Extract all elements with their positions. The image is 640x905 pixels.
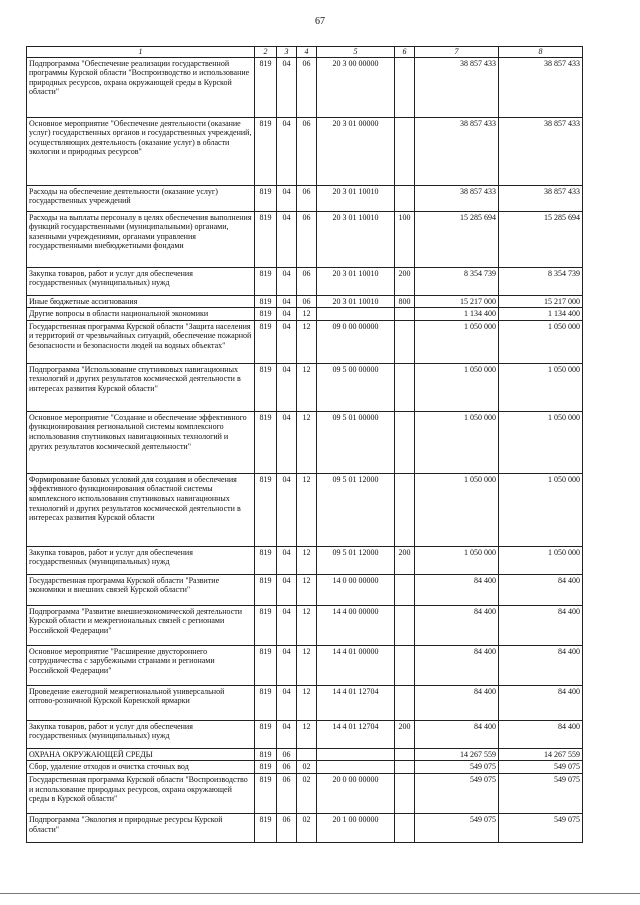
column-header: 4 <box>297 47 317 58</box>
amount-year-1-cell: 84 400 <box>415 685 499 720</box>
subsection-code-cell: 12 <box>297 574 317 605</box>
ministry-code-cell: 819 <box>255 308 277 321</box>
section-code-cell: 04 <box>277 320 297 363</box>
section-code-cell: 04 <box>277 720 297 748</box>
table-header-row <box>27 47 583 58</box>
amount-year-1-cell: 84 400 <box>415 720 499 748</box>
subsection-code-cell: 12 <box>297 308 317 321</box>
ministry-code-cell: 819 <box>255 761 277 774</box>
expense-type-cell <box>395 57 415 117</box>
ministry-code-cell: 819 <box>255 363 277 411</box>
subsection-code-cell: 06 <box>297 211 317 267</box>
ministry-code-cell: 819 <box>255 473 277 546</box>
subsection-code-cell: 02 <box>297 761 317 774</box>
amount-year-2-cell: 38 857 433 <box>499 185 583 211</box>
ministry-code-cell: 819 <box>255 685 277 720</box>
subsection-code-cell: 12 <box>297 685 317 720</box>
subsection-code-cell: 12 <box>297 546 317 574</box>
target-article-cell: 20 3 00 00000 <box>317 57 395 117</box>
row-name-cell: Подпрограмма "Экология и природные ресурсы Курской области" <box>27 813 255 842</box>
amount-year-2-cell: 549 075 <box>499 773 583 813</box>
table-row <box>27 605 583 645</box>
row-name-cell: Проведение ежегодной межрегиональной универсальной оптово-розничной Курской Коренской ярмарки <box>27 685 255 720</box>
ministry-code-cell: 819 <box>255 574 277 605</box>
expense-type-cell <box>395 117 415 185</box>
ministry-code-cell: 819 <box>255 645 277 685</box>
subsection-code-cell: 12 <box>297 645 317 685</box>
target-article-cell: 20 1 00 00000 <box>317 813 395 842</box>
amount-year-2-cell: 549 075 <box>499 813 583 842</box>
amount-year-2-cell: 8 354 739 <box>499 267 583 295</box>
amount-year-2-cell: 1 050 000 <box>499 546 583 574</box>
table-row <box>27 411 583 473</box>
amount-year-1-cell: 549 075 <box>415 813 499 842</box>
table-row <box>27 185 583 211</box>
expense-type-cell <box>395 320 415 363</box>
subsection-code-cell: 06 <box>297 267 317 295</box>
target-article-cell: 20 0 00 00000 <box>317 773 395 813</box>
subsection-code-cell: 02 <box>297 773 317 813</box>
ministry-code-cell: 819 <box>255 211 277 267</box>
column-header: 6 <box>395 47 415 58</box>
row-name-cell: Государственная программа Курской области "Защита населения и территорий от чрезвычайных ситуаций, обеспечение пожарной безопасности и безопасности людей на водных объектах" <box>27 320 255 363</box>
amount-year-1-cell: 1 050 000 <box>415 473 499 546</box>
row-name-cell: Сбор, удаление отходов и очистка сточных вод <box>27 761 255 774</box>
subsection-code-cell: 12 <box>297 720 317 748</box>
amount-year-1-cell: 15 217 000 <box>415 295 499 308</box>
section-code-cell: 04 <box>277 574 297 605</box>
row-name-cell: Государственная программа Курской области "Развитие экономики и внешних связей Курской области" <box>27 574 255 605</box>
amount-year-2-cell: 84 400 <box>499 720 583 748</box>
column-header: 7 <box>415 47 499 58</box>
expense-type-cell <box>395 185 415 211</box>
table-row <box>27 295 583 308</box>
expense-type-cell <box>395 761 415 774</box>
row-name-cell: Закупка товаров, работ и услуг для обеспечения государственных (муниципальных) нужд <box>27 546 255 574</box>
row-name-cell: Государственная программа Курской области "Воспроизводство и использование природных ресурсов, охрана окружающей среды в Курской области" <box>27 773 255 813</box>
table-row <box>27 685 583 720</box>
ministry-code-cell: 819 <box>255 605 277 645</box>
table-row <box>27 645 583 685</box>
subsection-code-cell: 12 <box>297 320 317 363</box>
expense-type-cell <box>395 411 415 473</box>
row-name-cell: Подпрограмма "Развитие внешнеэкономической деятельности Курской области и межрегиональных связей с регионами Российской Федерации" <box>27 605 255 645</box>
scan-edge-line <box>0 893 640 894</box>
table-row <box>27 308 583 321</box>
target-article-cell: 20 3 01 10010 <box>317 295 395 308</box>
expense-type-cell <box>395 773 415 813</box>
amount-year-2-cell: 14 267 559 <box>499 748 583 761</box>
target-article-cell: 20 3 01 10010 <box>317 211 395 267</box>
section-code-cell: 04 <box>277 645 297 685</box>
target-article-cell: 20 3 01 00000 <box>317 117 395 185</box>
amount-year-1-cell: 1 050 000 <box>415 363 499 411</box>
ministry-code-cell: 819 <box>255 773 277 813</box>
target-article-cell: 14 4 00 00000 <box>317 605 395 645</box>
section-code-cell: 04 <box>277 117 297 185</box>
section-code-cell: 04 <box>277 363 297 411</box>
target-article-cell: 14 4 01 12704 <box>317 685 395 720</box>
table-row <box>27 574 583 605</box>
page-number: 67 <box>315 16 325 27</box>
expense-type-cell <box>395 813 415 842</box>
amount-year-2-cell: 84 400 <box>499 574 583 605</box>
row-name-cell: Основное мероприятие "Расширение двустороннего сотрудничества с зарубежными странами и регионами Российской Федерации" <box>27 645 255 685</box>
amount-year-2-cell: 84 400 <box>499 605 583 645</box>
table-row <box>27 813 583 842</box>
section-code-cell: 06 <box>277 773 297 813</box>
amount-year-1-cell: 1 134 400 <box>415 308 499 321</box>
amount-year-1-cell: 1 050 000 <box>415 320 499 363</box>
column-header: 2 <box>255 47 277 58</box>
amount-year-1-cell: 38 857 433 <box>415 185 499 211</box>
expense-type-cell: 200 <box>395 720 415 748</box>
target-article-cell: 09 0 00 00000 <box>317 320 395 363</box>
table-row <box>27 117 583 185</box>
subsection-code-cell: 06 <box>297 57 317 117</box>
expense-type-cell <box>395 605 415 645</box>
section-code-cell: 04 <box>277 473 297 546</box>
target-article-cell: 14 0 00 00000 <box>317 574 395 605</box>
table-row <box>27 320 583 363</box>
row-name-cell: Подпрограмма "Использование спутниковых навигационных технологий и других результатов космической деятельности в интересах развития Курской области" <box>27 363 255 411</box>
row-name-cell: Расходы на обеспечение деятельности (оказание услуг) государственных учреждений <box>27 185 255 211</box>
expense-type-cell <box>395 363 415 411</box>
subsection-code-cell: 02 <box>297 813 317 842</box>
expense-type-cell <box>395 308 415 321</box>
section-code-cell: 04 <box>277 605 297 645</box>
ministry-code-cell: 819 <box>255 185 277 211</box>
row-name-cell: Закупка товаров, работ и услуг для обеспечения государственных (муниципальных) нужд <box>27 720 255 748</box>
expense-type-cell: 200 <box>395 546 415 574</box>
budget-table <box>26 46 583 843</box>
table-row <box>27 773 583 813</box>
table-row <box>27 546 583 574</box>
ministry-code-cell: 819 <box>255 320 277 363</box>
row-name-cell: Расходы на выплаты персоналу в целях обеспечения выполнения функций государственными (муниципальными) органами, казенными учреждениями, органами управления государственными внебюджетными фондами <box>27 211 255 267</box>
target-article-cell <box>317 748 395 761</box>
expense-type-cell <box>395 685 415 720</box>
expense-type-cell <box>395 748 415 761</box>
expense-type-cell <box>395 473 415 546</box>
table-row <box>27 363 583 411</box>
ministry-code-cell: 819 <box>255 411 277 473</box>
section-code-cell: 04 <box>277 308 297 321</box>
subsection-code-cell: 06 <box>297 117 317 185</box>
section-code-cell: 04 <box>277 57 297 117</box>
column-header: 3 <box>277 47 297 58</box>
subsection-code-cell: 06 <box>297 295 317 308</box>
table-row <box>27 720 583 748</box>
table-row <box>27 57 583 117</box>
section-code-cell: 04 <box>277 267 297 295</box>
amount-year-2-cell: 1 050 000 <box>499 320 583 363</box>
amount-year-1-cell: 38 857 433 <box>415 57 499 117</box>
amount-year-2-cell: 84 400 <box>499 645 583 685</box>
column-header: 1 <box>27 47 255 58</box>
subsection-code-cell: 06 <box>297 185 317 211</box>
expense-type-cell: 100 <box>395 211 415 267</box>
target-article-cell: 09 5 00 00000 <box>317 363 395 411</box>
subsection-code-cell: 12 <box>297 363 317 411</box>
amount-year-2-cell: 84 400 <box>499 685 583 720</box>
amount-year-2-cell: 15 285 694 <box>499 211 583 267</box>
target-article-cell: 09 5 01 00000 <box>317 411 395 473</box>
subsection-code-cell <box>297 748 317 761</box>
amount-year-1-cell: 8 354 739 <box>415 267 499 295</box>
subsection-code-cell: 12 <box>297 411 317 473</box>
section-code-cell: 04 <box>277 211 297 267</box>
ministry-code-cell: 819 <box>255 117 277 185</box>
row-name-cell: Другие вопросы в области национальной экономики <box>27 308 255 321</box>
section-code-cell: 04 <box>277 546 297 574</box>
amount-year-2-cell: 1 050 000 <box>499 473 583 546</box>
target-article-cell: 09 5 01 12000 <box>317 473 395 546</box>
amount-year-1-cell: 549 075 <box>415 773 499 813</box>
expense-type-cell <box>395 574 415 605</box>
column-header: 5 <box>317 47 395 58</box>
amount-year-2-cell: 38 857 433 <box>499 117 583 185</box>
section-code-cell: 04 <box>277 185 297 211</box>
section-code-cell: 06 <box>277 813 297 842</box>
subsection-code-cell: 12 <box>297 605 317 645</box>
row-name-cell: ОХРАНА ОКРУЖАЮЩЕЙ СРЕДЫ <box>27 748 255 761</box>
table-row <box>27 761 583 774</box>
column-header: 8 <box>499 47 583 58</box>
amount-year-2-cell: 1 050 000 <box>499 363 583 411</box>
expense-type-cell: 800 <box>395 295 415 308</box>
section-code-cell: 06 <box>277 761 297 774</box>
amount-year-1-cell: 14 267 559 <box>415 748 499 761</box>
ministry-code-cell: 819 <box>255 267 277 295</box>
table-row <box>27 211 583 267</box>
row-name-cell: Подпрограмма "Обеспечение реализации государственной программы Курской области "Воспроизводство и использование природных ресурсов, охрана окружающей среды в Курской области" <box>27 57 255 117</box>
ministry-code-cell: 819 <box>255 748 277 761</box>
row-name-cell: Основное мероприятие "Обеспечение деятельности (оказание услуг) государственных органов и государственных учреждений, осуществляющих деятельность (оказание услуг) в области экологии и природных ресурсов" <box>27 117 255 185</box>
row-name-cell: Иные бюджетные ассигнования <box>27 295 255 308</box>
section-code-cell: 04 <box>277 685 297 720</box>
amount-year-1-cell: 84 400 <box>415 574 499 605</box>
ministry-code-cell: 819 <box>255 546 277 574</box>
amount-year-2-cell: 15 217 000 <box>499 295 583 308</box>
target-article-cell: 14 4 01 00000 <box>317 645 395 685</box>
amount-year-1-cell: 1 050 000 <box>415 546 499 574</box>
target-article-cell <box>317 308 395 321</box>
expense-type-cell: 200 <box>395 267 415 295</box>
amount-year-1-cell: 84 400 <box>415 645 499 685</box>
amount-year-2-cell: 38 857 433 <box>499 57 583 117</box>
target-article-cell: 14 4 01 12704 <box>317 720 395 748</box>
ministry-code-cell: 819 <box>255 57 277 117</box>
ministry-code-cell: 819 <box>255 720 277 748</box>
section-code-cell: 04 <box>277 411 297 473</box>
ministry-code-cell: 819 <box>255 295 277 308</box>
amount-year-1-cell: 1 050 000 <box>415 411 499 473</box>
section-code-cell: 06 <box>277 748 297 761</box>
row-name-cell: Закупка товаров, работ и услуг для обеспечения государственных (муниципальных) нужд <box>27 267 255 295</box>
target-article-cell: 09 5 01 12000 <box>317 546 395 574</box>
row-name-cell: Основное мероприятие "Создание и обеспечение эффективного функционирования региональной системы комплексного использования спутниковых навигационных технологий и других результатов космической деятельности" <box>27 411 255 473</box>
target-article-cell: 20 3 01 10010 <box>317 185 395 211</box>
amount-year-1-cell: 549 075 <box>415 761 499 774</box>
amount-year-1-cell: 84 400 <box>415 605 499 645</box>
amount-year-2-cell: 549 075 <box>499 761 583 774</box>
target-article-cell: 20 3 01 10010 <box>317 267 395 295</box>
amount-year-2-cell: 1 050 000 <box>499 411 583 473</box>
table-row <box>27 748 583 761</box>
ministry-code-cell: 819 <box>255 813 277 842</box>
table-row <box>27 267 583 295</box>
amount-year-2-cell: 1 134 400 <box>499 308 583 321</box>
amount-year-1-cell: 15 285 694 <box>415 211 499 267</box>
target-article-cell <box>317 761 395 774</box>
amount-year-1-cell: 38 857 433 <box>415 117 499 185</box>
table-row <box>27 473 583 546</box>
row-name-cell: Формирование базовых условий для создания и обеспечения эффективного функционирования областной системы комплексного использования спутниковых навигационных технологий и других результатов космической деятельности в интересах развития Курской области <box>27 473 255 546</box>
expense-type-cell <box>395 645 415 685</box>
subsection-code-cell: 12 <box>297 473 317 546</box>
section-code-cell: 04 <box>277 295 297 308</box>
